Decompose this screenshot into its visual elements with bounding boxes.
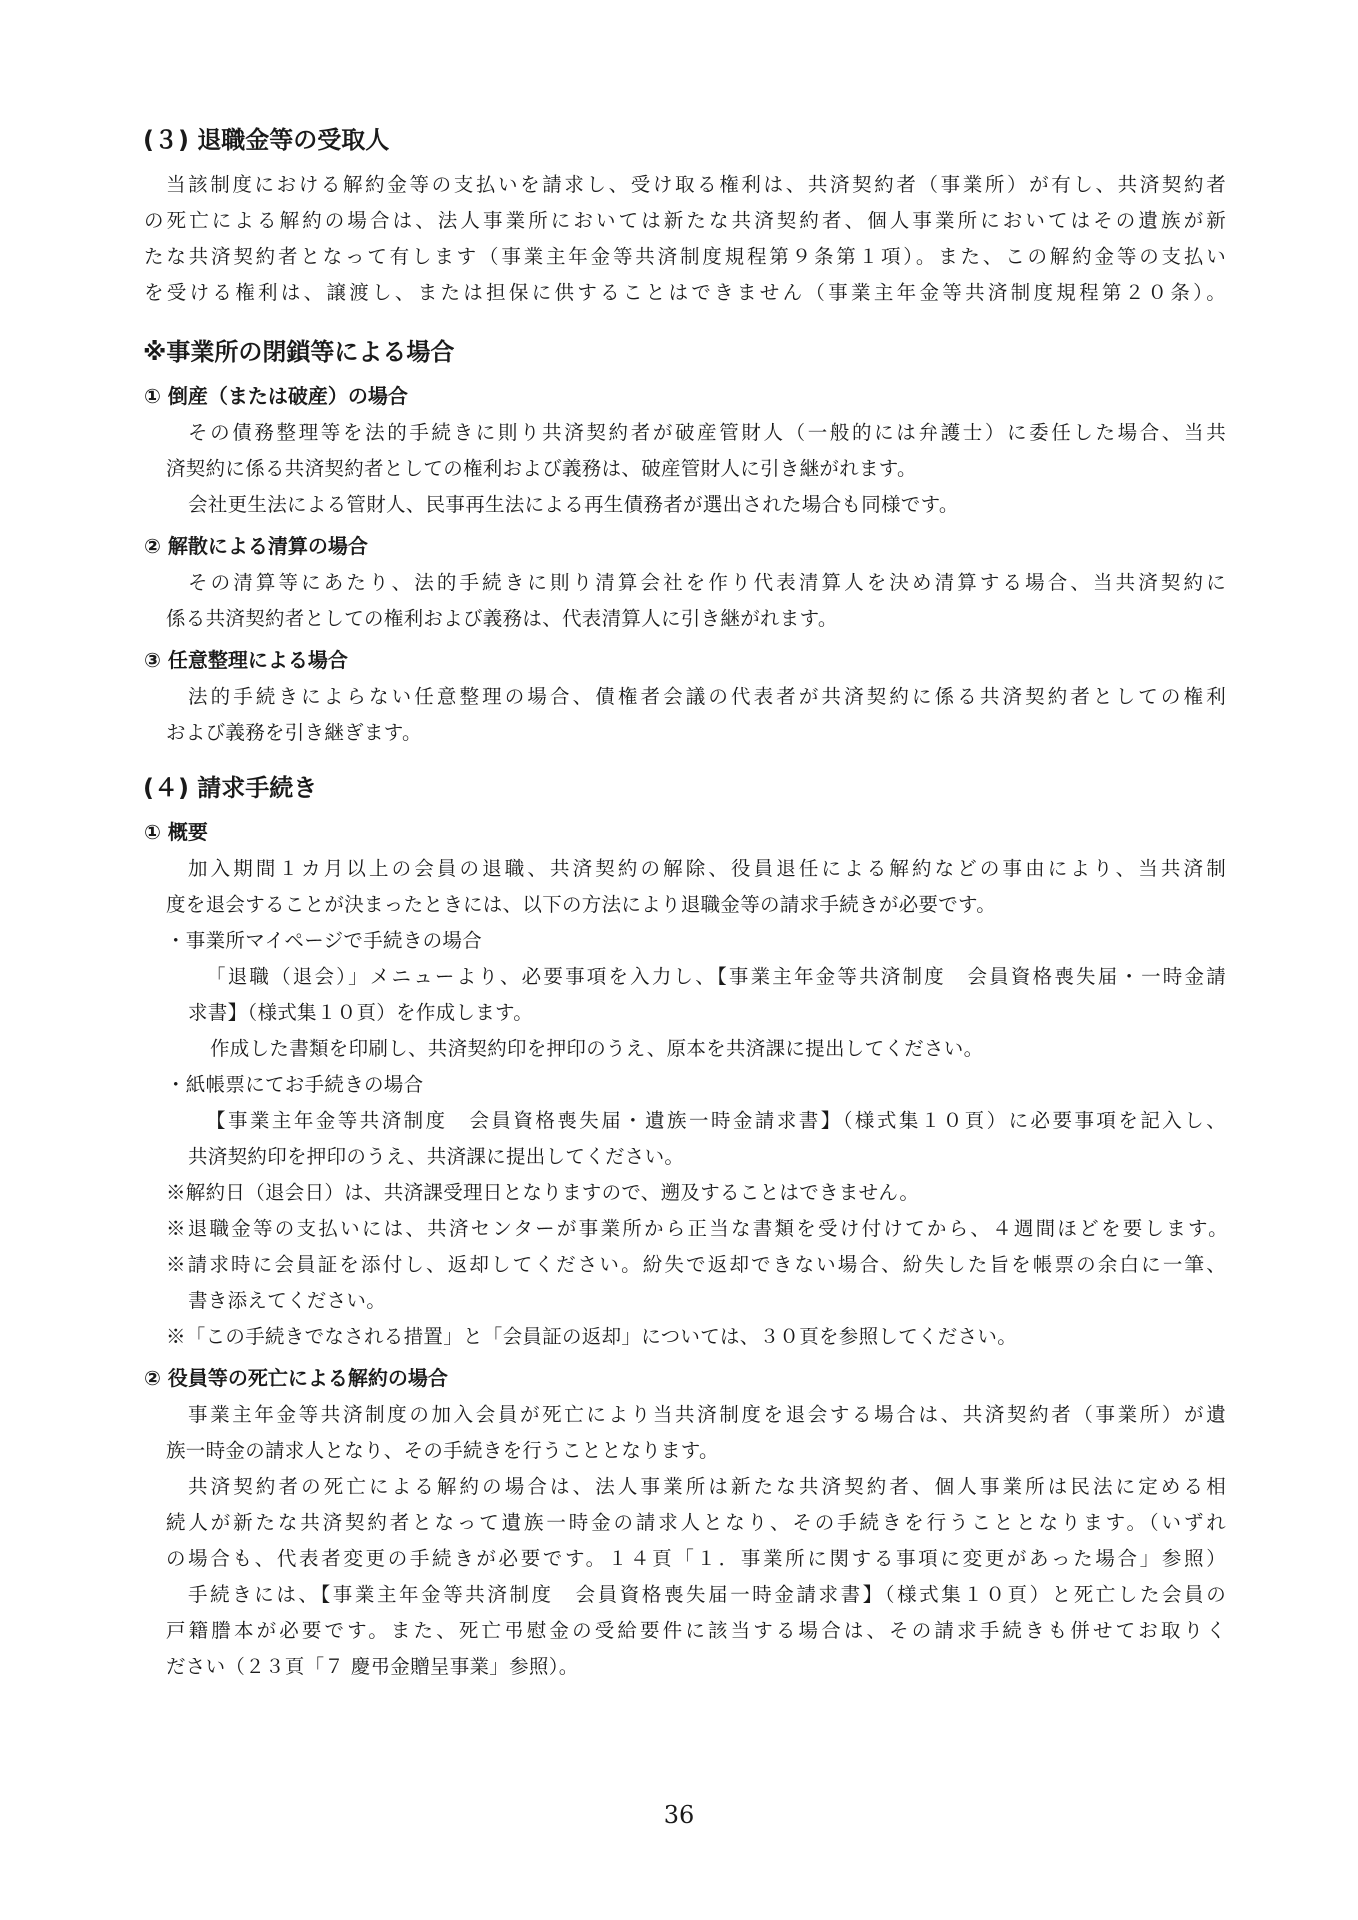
summary-line-8: 【事業主年金等共済制度 会員資格喪失届・遺族一時金請求書】（様式集１０頁）に必要事項を記入し、 xyxy=(206,1109,1226,1132)
summary-line-14: ※「この手続きでなされる措置」と「会員証の返却」については、３０頁を参照してください。 xyxy=(166,1325,1018,1348)
closure-2-line-2: 係る共済契約者としての権利および義務は、代表清算人に引き継がれます。 xyxy=(166,607,838,630)
closure-3-line-2: および義務を引き継ぎます。 xyxy=(166,721,422,744)
sec3-line-2: の死亡による解約の場合は、法人事業所においては新たな共済契約者、個人事業所においてはその遺族が新 xyxy=(144,209,1226,232)
sec3-line-3: たな共済契約者となって有します（事業主年金等共済制度規程第９条第１項）。また、この解約金等の支払い xyxy=(144,245,1226,268)
summary-line-10: ※解約日（退会日）は、共済課受理日となりますので、遡及することはできません。 xyxy=(166,1181,920,1204)
summary-line-11: ※退職金等の支払いには、共済センターが事業所から正当な書類を受け付けてから、４週間ほどを要します。 xyxy=(166,1217,1228,1240)
closure-3-line-1: 法的手続きによらない任意整理の場合、債権者会議の代表者が共済契約に係る共済契約者としての権利 xyxy=(188,685,1226,708)
summary-line-4: 「退職（退会）」メニューより、必要事項を入力し、【事業主年金等共済制度 会員資格喪失届・一時金請 xyxy=(206,965,1226,988)
closure-1-line-3: 会社更生法による管財人、民事再生法による再生債務者が選出された場合も同様です。 xyxy=(188,493,959,516)
summary-line-6: 作成した書類を印刷し、共済契約印を押印のうえ、原本を共済課に提出してください。 xyxy=(210,1037,984,1060)
death-line-3: 共済契約者の死亡による解約の場合は、法人事業所は新たな共済契約者、個人事業所は民法に定める相 xyxy=(188,1475,1226,1498)
death-line-8: ださい（２３頁「７ 慶弔金贈呈事業」参照）。 xyxy=(166,1655,579,1678)
closure-3-heading: ③ 任意整理による場合 xyxy=(144,648,348,672)
summary-line-12: ※請求時に会員証を添付し、返却してください。紛失で返却できない場合、紛失した旨を帳票の余白に一筆、 xyxy=(166,1253,1226,1276)
sec3-line-1: 当該制度における解約金等の支払いを請求し、受け取る権利は、共済契約者（事業所）が有し、共済契約者 xyxy=(166,173,1226,196)
closure-2-line-1: その清算等にあたり、法的手続きに則り清算会社を作り代表清算人を決め清算する場合、当共済契約に xyxy=(188,571,1226,594)
summary-heading: ① 概要 xyxy=(144,820,208,844)
death-line-1: 事業主年金等共済制度の加入会員が死亡により当共済制度を退会する場合は、共済契約者（事業所）が遺 xyxy=(188,1403,1226,1426)
sec3-line-4: を受ける権利は、譲渡し、または担保に供することはできません（事業主年金等共済制度規程第２０条）。 xyxy=(144,281,1226,304)
summary-line-1: 加入期間１カ月以上の会員の退職、共済契約の解除、役員退任による解約などの事由により、当共済制 xyxy=(188,857,1226,880)
summary-line-3: ・事業所マイページで手続きの場合 xyxy=(166,929,483,952)
death-line-7: 戸籍謄本が必要です。また、死亡弔慰金の受給要件に該当する場合は、その請求手続きも併せてお取りく xyxy=(166,1619,1226,1642)
summary-line-7: ・紙帳票にてお手続きの場合 xyxy=(166,1073,424,1096)
death-line-5: の場合も、代表者変更の手続きが必要です。１４頁「１．事業所に関する事項に変更があった場合」参照） xyxy=(166,1547,1226,1570)
summary-line-13: 書き添えてください。 xyxy=(188,1289,387,1312)
closure-2-heading: ② 解散による清算の場合 xyxy=(144,534,368,558)
death-line-2: 族一時金の請求人となり、その手続きを行うこととなります。 xyxy=(166,1439,719,1462)
closure-1-line-1: その債務整理等を法的手続きに則り共済契約者が破産管財人（一般的には弁護士）に委任した場合、当共 xyxy=(188,421,1226,444)
summary-line-2: 度を退会することが決まったときには、以下の方法により退職金等の請求手続きが必要です。 xyxy=(166,893,997,916)
death-line-4: 続人が新たな共済契約者となって遺族一時金の請求人となり、その手続きを行うこととなります。（いずれ xyxy=(166,1511,1226,1534)
closure-1-heading: ① 倒産（または破産）の場合 xyxy=(144,384,408,408)
summary-line-5: 求書】（様式集１０頁）を作成します。 xyxy=(188,1001,534,1024)
page-number: 36 xyxy=(663,1801,695,1829)
closure-heading: ※事業所の閉鎖等による場合 xyxy=(143,338,455,366)
section-3-heading: (３) 退職金等の受取人 xyxy=(143,126,390,154)
section-4-heading: (４) 請求手続き xyxy=(143,774,318,802)
summary-line-9: 共済契約印を押印のうえ、共済課に提出してください。 xyxy=(188,1145,685,1168)
closure-1-line-2: 済契約に係る共済契約者としての権利および義務は、破産管財人に引き継がれます。 xyxy=(166,457,917,480)
death-heading: ② 役員等の死亡による解約の場合 xyxy=(144,1366,448,1390)
death-line-6: 手続きには、【事業主年金等共済制度 会員資格喪失届一時金請求書】（様式集１０頁）と死亡した会員の xyxy=(188,1583,1226,1606)
